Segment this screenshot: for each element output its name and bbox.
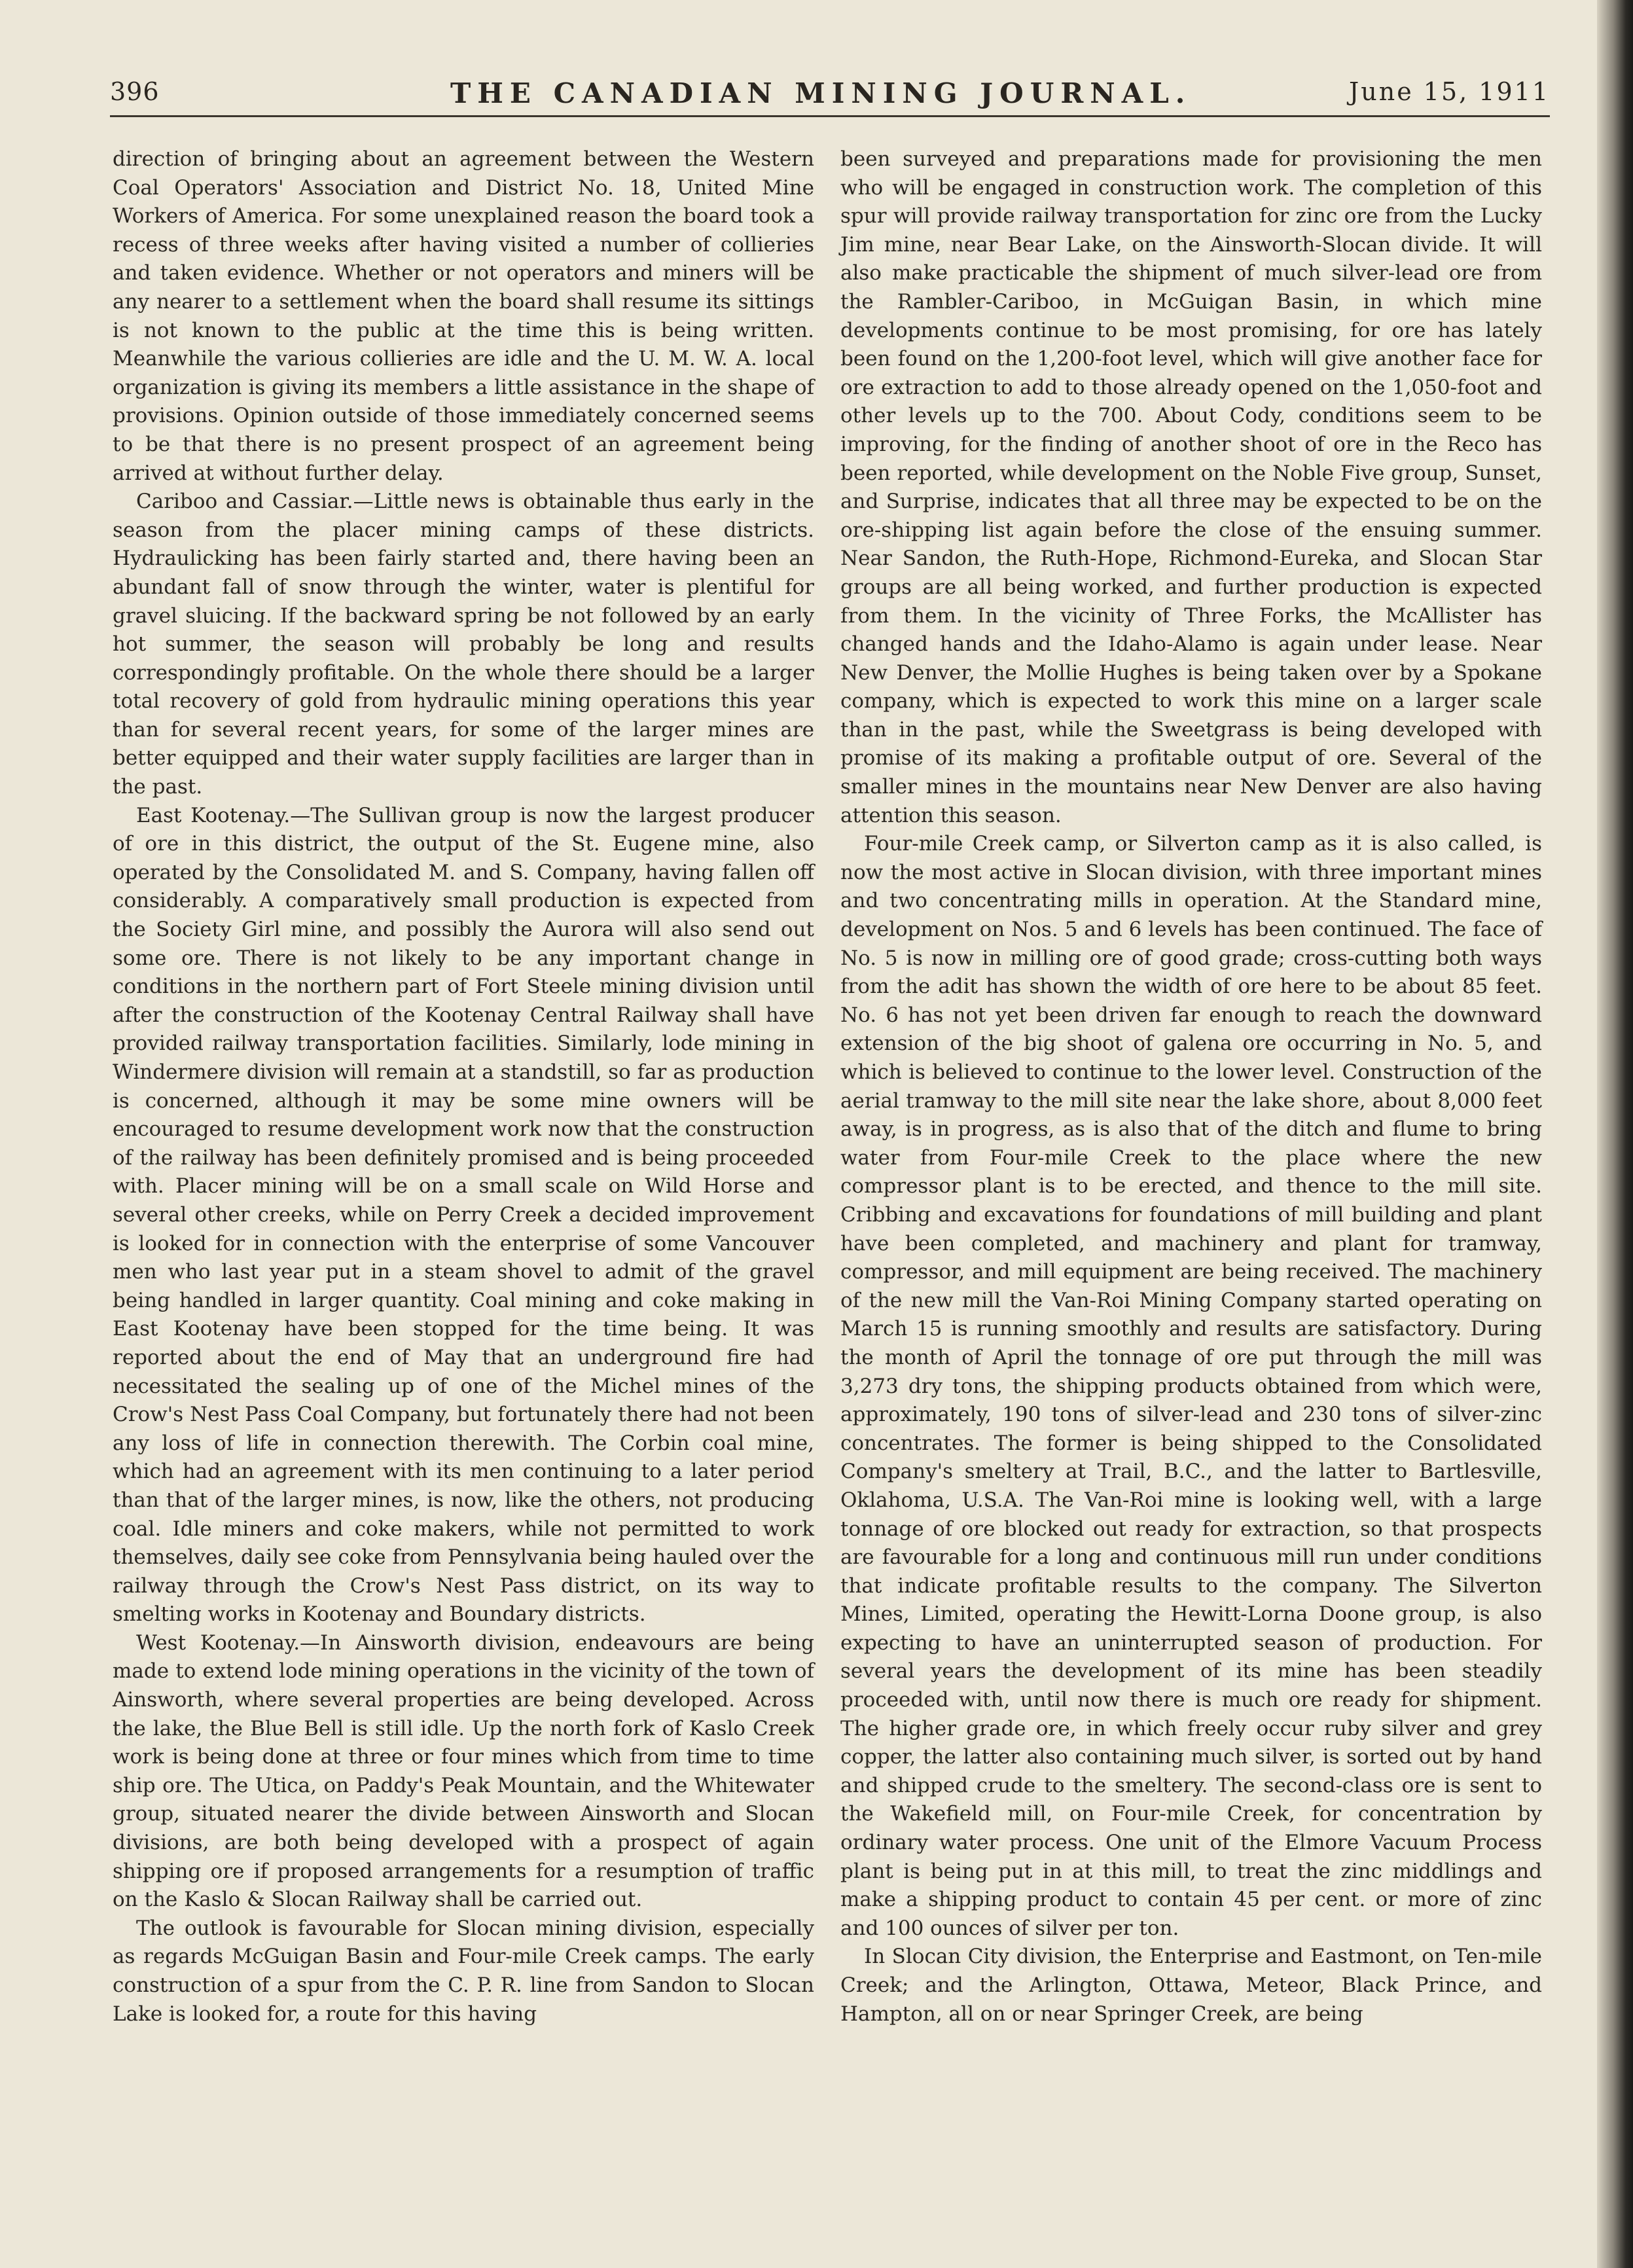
paragraph: been surveyed and preparations made for provisioning the men who will be engaged in construction work. The completion of this spur will provide railway transportation for zinc ore from the Lucky Jim mine, near Bear Lake, on the Ainsworth-Slocan divide. It will also make practicable the shipment of much silver-lead ore from the Rambler-Cariboo, in McGuigan Basin, in which mine developments continue to be most promising, for ore has lately been found on the 1,200-foot level, which will give another face for ore extraction to add to those already opened on the 1,050-foot and other levels up to the 700. About Cody, conditions seem to be improving, for the finding of another shoot of ore in the Reco has been reported, while development on the Noble Five group, Sunset, and Surprise, indicates that all three may be expected to be on the ore-shipping list again before the close of the ensuing summer. Near Sandon, the Ruth-Hope, Richmond-Eureka, and Slocan Star groups are all being worked, and further production is expected from them. In the vicinity of Three Forks, the McAllister has changed hands and the Idaho-Alamo is again under lease. Near New Denver, the Mollie Hughes is being taken over by a Spokane company, which is expected to work this mine on a larger scale than in the past, while the Sweetgrass is being developed with promise of its making a profitable output of ore. Several of the smaller mines in the mountains near New Denver are also having attention this season. (840, 147, 1542, 827)
right-column (840, 145, 1542, 2142)
paragraph: The outlook is favourable for Slocan mining division, especially as regards McGuigan Basin and Four-mile Creek camps. The early construction of a spur from the C. P. R. line from Sandon to Slocan Lake is looked for, a route for this having (113, 1916, 814, 2026)
running-header (110, 77, 1550, 117)
paragraph: West Kootenay.—In Ainsworth division, endeavours are being made to extend lode mining operations in the vicinity of the town of Ainsworth, where several properties are being developed. Across the lake, the Blue Bell is still idle. Up the north fork of Kaslo Creek work is being done at three or four mines which from time to time ship ore. The Utica, on Paddy's Peak Mountain, and the Whitewater group, situated nearer the divide between Ainsworth and Slocan divisions, are both being developed with a prospect of again shipping ore if proposed arrangements for a resumption of traffic on the Kaslo & Slocan Railway shall be carried out. (113, 1630, 814, 1912)
paragraph: In Slocan City division, the Enterprise and Eastmont, on Ten-mile Creek; and the Arlington, Ottawa, Meteor, Black Prince, and Hampton, all on or near Springer Creek, are being (840, 1945, 1542, 2026)
left-column (113, 145, 814, 2142)
header-rule (110, 115, 1550, 117)
page-edge-shadow (1597, 0, 1633, 2268)
paragraph: Cariboo and Cassiar.—Little news is obtainable thus early in the season from the placer mining camps of these districts. Hydraulicking has been fairly started and, there having been an abundant fall of snow through the winter, water is plentiful for gravel sluicing. If the backward spring be not followed by an early hot summer, the season will probably be long and results correspondingly profitable. On the whole there should be a larger total recovery of gold from hydraulic mining operations this year than for several recent years, for some of the larger mines are better equipped and their water supply facilities are larger than in the past. (113, 490, 814, 799)
paragraph: Four-mile Creek camp, or Silverton camp as it is also called, is now the most active in Slocan division, with three important mines and two concentrating mills in operation. At the Standard mine, development on Nos. 5 and 6 levels has been continued. The face of No. 5 is now in milling ore of good grade; cross-cutting both ways from the adit has shown the width of ore here to be about 85 feet. No. 6 has not yet been driven far enough to reach the downward extension of the big shoot of galena ore occurring in No. 5, and which is believed to continue to the lower level. Construction of the aerial tramway to the mill site near the lake shore, about 8,000 feet away, is in progress, as is also that of the ditch and flume to bring water from Four-mile Creek to the place where the new compressor plant is to be erected, and thence to the mill site. Cribbing and excavations for foundations of mill building and plant have been completed, and machinery and plant for tramway, compressor, and mill equipment are being received. The machinery of the new mill the Van-Roi Mining Company started operating on March 15 is running smoothly and results are satisfactory. During the month of April the tonnage of ore put through the mill was 3,273 dry tons, the shipping products obtained from which were, approximately, 190 tons of silver-lead and 230 tons of silver-zinc concentrates. The former is being shipped to the Consolidated Company's smeltery at Trail, B.C., and the latter to Bartlesville, Oklahoma, U.S.A. The Van-Roi mine is looking well, with a large tonnage of ore blocked out ready for extraction, so that prospects are favourable for a long and continuous mill run under conditions that indicate profitable results to the company. The Silverton Mines, Limited, operating the Hewitt-Lorna Doone group, is also expecting to have an uninterrupted season of production. For several years the development of its mine has been steadily proceeded with, until now there is much ore ready for shipment. The higher grade ore, in which freely occur ruby silver and grey copper, the latter also containing much silver, is sorted out by hand and shipped crude to the smeltery. The second-class ore is sent to the Wakefield mill, on Four-mile Creek, for concentration by ordinary water process. One unit of the Elmore Vacuum Process plant is being put in at this mill, to treat the zinc middlings and make a shipping product to contain 45 per cent. or more of zinc and 100 ounces of silver per ton. (840, 832, 1542, 1940)
page-number: 396 (110, 77, 160, 106)
issue-date: June 15, 1911 (1349, 77, 1550, 106)
paragraph: East Kootenay.—The Sullivan group is now the largest producer of ore in this district, the output of the St. Eugene mine, also operated by the Consolidated M. and S. Company, having fallen off considerably. A comparatively small production is expected from the Society Girl mine, and possibly the Aurora will also send out some ore. There is not likely to be any important change in conditions in the northern part of Fort Steele mining division until after the construction of the Kootenay Central Railway shall have provided railway transportation facilities. Similarly, lode mining in Windermere division will remain at a standstill, so far as production is concerned, although it may be some mine owners will be encouraged to resume development work now that the construction of the railway has been definitely promised and is being proceeded with. Placer mining will be on a small scale on Wild Horse and several other creeks, while on Perry Creek a decided improvement is looked for in connection with the enterprise of some Vancouver men who last year put in a steam shovel to admit of the gravel being handled in larger quantity. Coal mining and coke making in East Kootenay have been stopped for the time being. It was reported about the end of May that an underground fire had necessitated the sealing up of one of the Michel mines of the Crow's Nest Pass Coal Company, but fortunately there had not been any loss of life in connection therewith. The Corbin coal mine, which had an agreement with its men continuing to a later period than that of the larger mines, is now, like the others, not producing coal. Idle miners and coke makers, while not permitted to work themselves, daily see coke from Pennsylvania being hauled over the railway through the Crow's Nest Pass district, on its way to smelting works in Kootenay and Boundary districts. (113, 803, 814, 1627)
paragraph: direction of bringing about an agreement between the Western Coal Operators' Association and District No. 18, United Mine Workers of America. For some unexplained reason the board took a recess of three weeks after having visited a number of collieries and taken evidence. Whether or not operators and miners will be any nearer to a settlement when the board shall resume its sittings is not known to the public at the time this is being written. Meanwhile the various collieries are idle and the U. M. W. A. local organization is giving its members a little assistance in the shape of provisions. Opinion outside of those immediately concerned seems to be that there is no present prospect of an agreement being arrived at without further delay. (113, 147, 814, 485)
journal-title: THE CANADIAN MINING JOURNAL. (450, 77, 1192, 109)
